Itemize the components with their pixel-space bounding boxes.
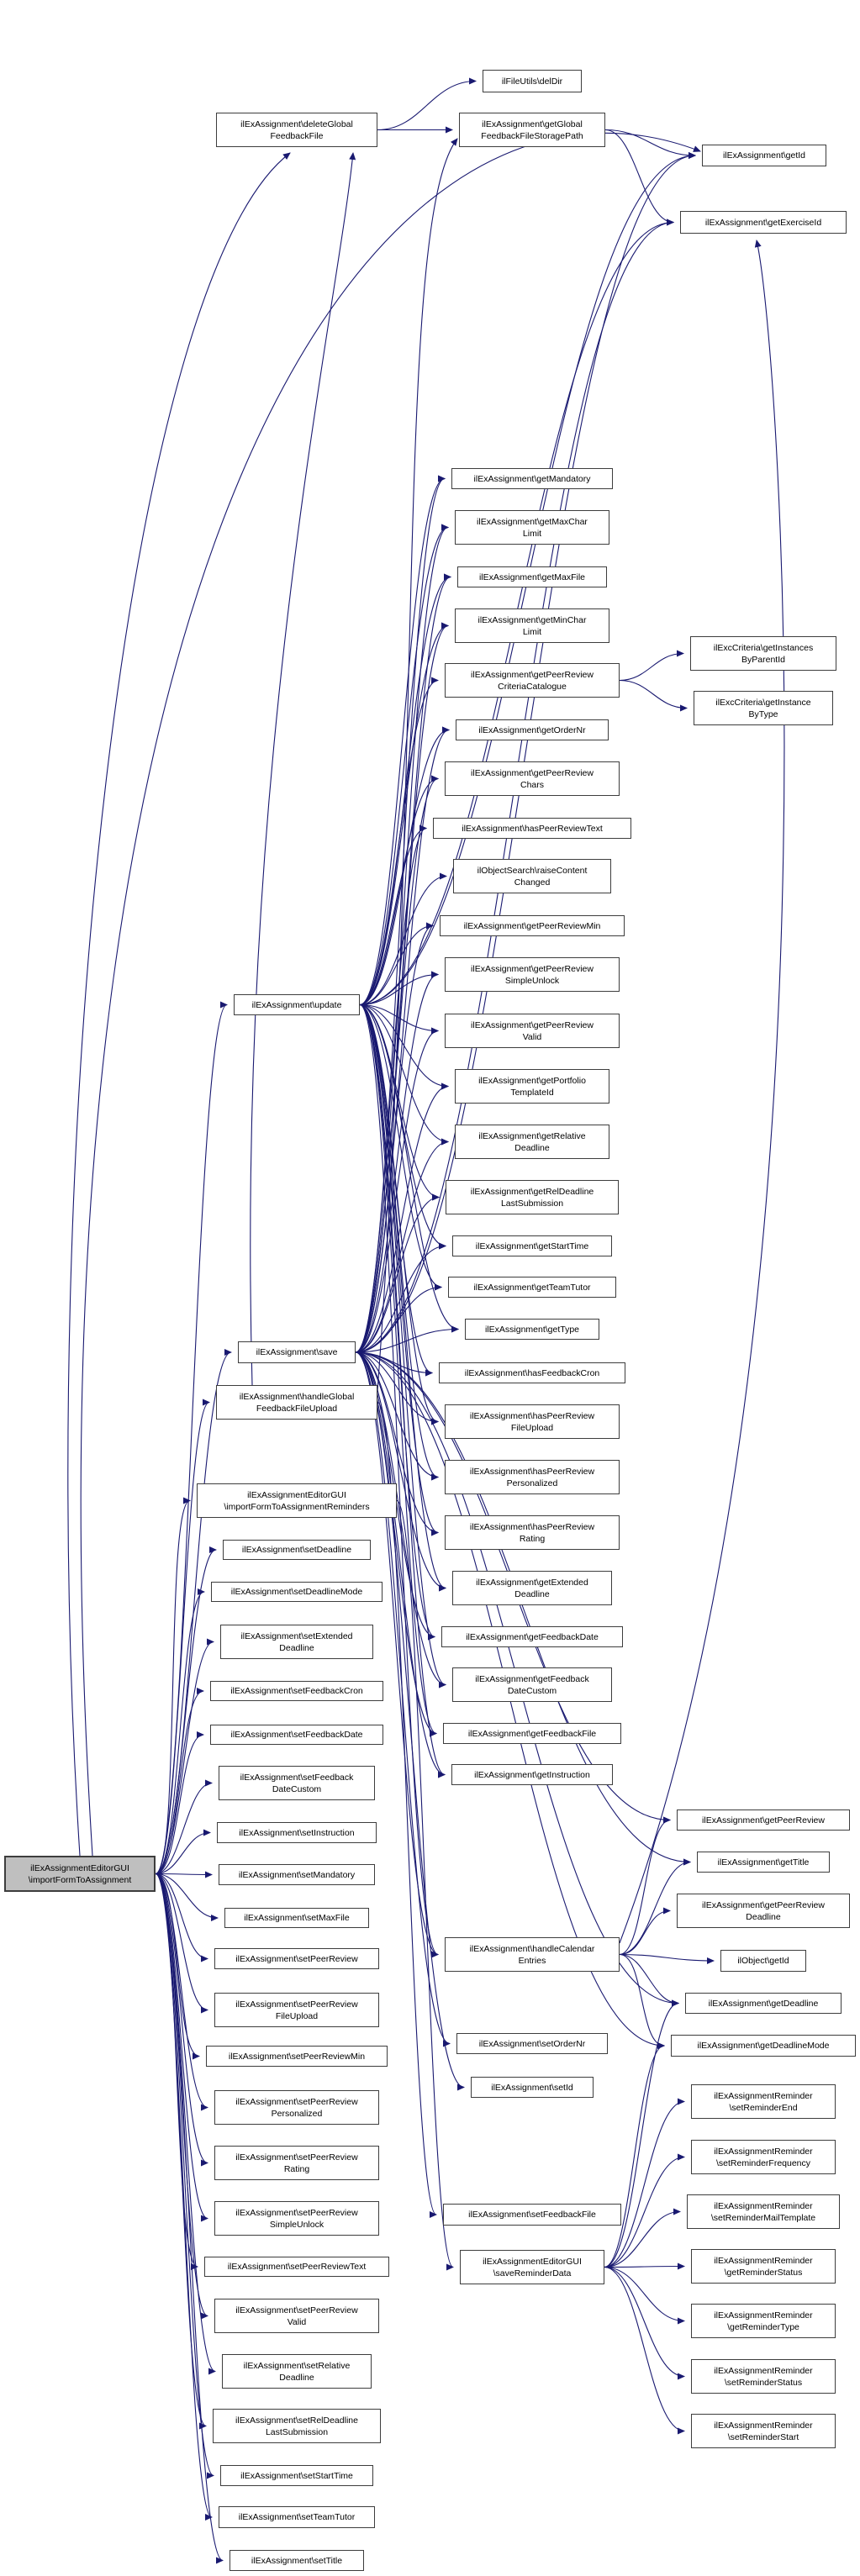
node-label: SimpleUnlock [504,975,560,986]
node-hasPeerReviewPersonalized[interactable] [445,1460,620,1494]
node-setMaxFile[interactable] [224,1908,369,1928]
node-label: ilExAssignment\setTitle [251,2555,343,2566]
node-label: FileUpload [275,2010,319,2021]
node-label: \getReminderType [727,2321,799,2332]
node-getOrderNr[interactable] [456,719,609,740]
node-label: ilExAssignment\deleteGlobal [240,119,353,129]
node-label: ilExAssignment\getFeedback [475,1673,589,1684]
node-setMandatory[interactable] [219,1864,375,1885]
node-label: \importFormToAssignmentReminders [224,1501,370,1512]
node-label: \setReminderEnd [729,2102,798,2113]
edge-saveReminderData-getReminderType [604,2268,684,2321]
node-label: ilExAssignment\handleCalendar [469,1943,595,1954]
node-setDeadlineMode[interactable] [211,1582,383,1602]
node-getFeedbackFile[interactable] [443,1723,621,1744]
edge-saveReminderData-setReminderStatus [604,2268,684,2377]
node-label: Deadline [514,1588,550,1599]
edge-root-handleGlobalFeedbackFileUpload [156,1403,209,1874]
node-label: ilExAssignment\hasPeerReview [469,1410,595,1421]
node-label: Limit [522,626,542,637]
edge-save-getPeerReviewMin [356,926,433,1353]
node-label: \setReminderFrequency [715,2157,811,2168]
node-getGlobalFeedbackFileStoragePath[interactable] [459,113,605,147]
node-getPeerReviewSimpleUnlock[interactable] [445,957,620,992]
node-label: ilExcCriteria\getInstance [715,697,811,708]
node-getFeedbackDateCustom[interactable] [452,1667,612,1702]
edge-handleCalendarEntries-getPeerReview [620,1820,670,1955]
node-setFeedbackFile[interactable] [443,2204,621,2226]
node-setReminderStatus[interactable] [691,2359,836,2394]
node-root [4,1856,156,1892]
node-getPeerReviewDeadline[interactable] [677,1894,850,1928]
node-label: ilExAssignment\getTitle [717,1857,810,1867]
node-label: ilExAssignment\setTeamTutor [238,2512,356,2522]
node-label: ilExAssignment\getOrderNr [478,724,586,735]
node-getTeamTutor[interactable] [448,1277,616,1298]
node-getId[interactable] [702,145,826,166]
node-label: ilExAssignment\hasFeedbackCron [464,1367,600,1378]
node-setDeadline[interactable] [223,1540,371,1560]
node-label: CriteriaCatalogue [498,681,567,692]
node-update[interactable] [234,994,360,1015]
node-label: ilExAssignment\setOrderNr [478,2038,586,2049]
node-label: ilExAssignment\getPortfolio [478,1075,586,1086]
node-setRelDeadlineLastSubmission[interactable] [213,2409,381,2443]
node-setReminderFrequency[interactable] [691,2140,836,2174]
node-label: Personalized [271,2108,323,2119]
node-label: ilFileUtils\delDir [501,76,563,87]
edge-saveReminderData-getDeadline [604,2004,678,2268]
edge-root-setDeadlineMode [156,1592,204,1874]
node-label: Limit [522,528,542,539]
node-label: ilExAssignment\getFeedbackFile [467,1728,597,1739]
node-getTitle[interactable] [697,1852,830,1873]
node-label: ilExAssignment\getId [722,150,806,161]
node-getExerciseId[interactable] [680,211,847,234]
node-label: ilExAssignmentReminder [714,2310,813,2321]
node-label: ilExAssignmentReminder [714,2146,813,2157]
node-getMandatory[interactable] [451,468,613,489]
node-setPeerReviewRating[interactable] [214,2146,379,2180]
node-label: Deadline [279,2372,314,2383]
node-setPeerReview[interactable] [214,1948,379,1969]
node-label: ilExAssignment\getType [484,1324,580,1335]
node-label: FeedbackFileUpload [256,1403,338,1414]
node-label: ilExAssignment\getInstruction [474,1769,590,1780]
node-label: ilExAssignment\getPeerReview [471,767,594,778]
node-getPeerReviewMin[interactable] [440,915,625,936]
node-label: ByParentId [741,654,785,665]
node-label: \setReminderStatus [724,2377,803,2388]
node-getMaxFile[interactable] [457,566,607,587]
node-getReminderType[interactable] [691,2304,836,2338]
node-setFeedbackCron[interactable] [210,1681,383,1701]
node-label: ilExAssignment\getMaxFile [478,572,586,582]
node-getPeerReviewChars[interactable] [445,761,620,796]
node-setReminderEnd[interactable] [691,2084,836,2119]
node-hasPeerReviewText[interactable] [433,818,631,839]
node-setRelativeDeadline[interactable] [222,2354,372,2389]
node-label: Deadline [279,1642,314,1653]
node-label: \importFormToAssignment [28,1874,132,1885]
edge-handleCalendarEntries-getPeerReviewDeadline [620,1911,670,1955]
edge-saveReminderData-setReminderStart [604,2268,684,2431]
node-getPeerReview[interactable] [677,1810,850,1831]
node-getDeadline[interactable] [685,1993,842,2014]
node-label: Chars [520,779,544,790]
node-label: ilExAssignmentReminder [714,2365,813,2376]
node-label: FeedbackFile [270,130,324,141]
node-label: ilExAssignment\getMaxChar [477,516,588,527]
node-handleGlobalFeedbackFileUpload[interactable] [216,1385,377,1420]
node-getStartTime[interactable] [452,1235,612,1256]
node-label: Rating [519,1533,546,1544]
node-label: ilExAssignment\getMandatory [473,473,591,484]
node-label: ilExAssignment\getDeadline [708,1998,819,2009]
node-setId[interactable] [471,2077,594,2098]
node-label: \setReminderMailTemplate [710,2212,816,2223]
node-label: ilExAssignment\setPeerReview [235,2207,358,2218]
node-label: ilExAssignment\setDeadline [241,1545,352,1555]
node-label: ilExAssignmentEditorGUI [483,2256,582,2267]
node-setStartTime[interactable] [220,2465,373,2486]
node-label: ilExAssignment\getMinChar [477,614,587,625]
edge-root-setStartTime [156,1874,214,2476]
node-label: LastSubmission [500,1198,564,1209]
node-setTeamTutor[interactable] [219,2506,375,2528]
node-label: ilExAssignment\setInstruction [239,1827,355,1838]
node-label: Valid [287,2316,307,2327]
node-raiseContentChanged[interactable] [453,859,611,893]
node-label: ilExAssignment\setFeedback [240,1772,354,1783]
node-label: ilExAssignment\setFeedbackDate [230,1730,363,1740]
node-label: ilExAssignmentReminder [714,2420,813,2431]
node-label: ilExAssignment\getExtended [476,1577,588,1588]
node-label: ilExAssignment\update [251,999,342,1010]
node-label: Personalized [506,1478,558,1488]
node-label: ilExAssignment\setPeerReviewText [227,2262,367,2272]
node-label: ilExAssignment\getPeerReview [702,1815,825,1825]
node-label: Changed [514,877,551,888]
node-getExtendedDeadline[interactable] [452,1571,612,1605]
node-getInstancesByParentId[interactable] [690,636,836,671]
node-label: Rating [283,2163,310,2174]
edge-getPeerReviewCriteriaCatalogue-getInstanceByType [620,681,687,709]
edge-handleCalendarEntries-getDeadline [620,1955,678,2004]
node-label: ilExAssignment\hasPeerReviewText [462,823,603,834]
node-hasFeedbackCron[interactable] [439,1362,625,1383]
edge-update-getPeerReviewCriteriaCatalogue [360,681,438,1005]
edge-root-setRelDeadlineLastSubmission [156,1874,206,2426]
node-label: ilExAssignment\setMandatory [238,1869,356,1880]
node-label: ilExAssignment\handleGlobal [239,1391,355,1402]
node-hasPeerReviewRating[interactable] [445,1515,620,1550]
edge-save-getMaxCharLimit [356,528,448,1353]
node-saveReminderData[interactable] [460,2250,604,2284]
node-label: ilExAssignment\setPeerReview [235,1999,358,2010]
node-label: ilExAssignment\getRelDeadline [470,1186,594,1197]
node-label: SimpleUnlock [269,2219,324,2230]
node-label: \setReminderStart [727,2431,799,2442]
node-setPeerReviewSimpleUnlock[interactable] [214,2201,379,2236]
node-label: ilExAssignment\setStartTime [240,2470,353,2481]
node-label: DateCustom [272,1783,322,1794]
node-label: ilExAssignment\setRelative [243,2360,351,2371]
node-handleCalendarEntries[interactable] [445,1937,620,1972]
node-deleteGlobalFeedbackFile[interactable] [216,113,377,147]
node-setPeerReviewFileUpload[interactable] [214,1993,379,2027]
node-label: ilExAssignment\setExtended [240,1630,353,1641]
edge-handleCalendarEntries-getExerciseId [620,240,784,1943]
node-label: ilExAssignment\setPeerReviewMin [228,2051,366,2062]
node-label: ilExAssignment\getPeerReview [471,963,594,974]
node-setReminderMailTemplate[interactable] [687,2194,840,2229]
node-label: DateCustom [507,1685,557,1696]
node-label: Entries [518,1955,546,1966]
node-label: Deadline [746,1911,781,1922]
node-label: ilExAssignment\getGlobal [482,119,583,129]
node-ilObjectGetId[interactable] [720,1950,806,1972]
node-label: ilExAssignment\getFeedbackDate [466,1631,599,1642]
edge-root-setFeedbackCron [156,1691,203,1874]
node-label: ilExAssignment\getPeerReview [471,1019,594,1030]
node-label: ilExAssignmentEditorGUI [30,1862,129,1873]
node-label: ilExAssignment\getTeamTutor [473,1282,591,1293]
edge-root-setFeedbackDate [156,1735,203,1874]
node-setInstruction[interactable] [217,1822,377,1843]
node-label: TemplateId [510,1087,554,1098]
node-getType[interactable] [465,1319,599,1340]
edge-root-setMandatory [156,1874,212,1875]
node-label: ilExAssignment\getStartTime [475,1241,589,1251]
node-save[interactable] [238,1341,356,1363]
node-setPeerReviewValid[interactable] [214,2299,379,2333]
node-getMaxCharLimit[interactable] [455,510,609,545]
edge-update-hasPeerReviewFileUpload [360,1005,438,1422]
node-label: LastSubmission [265,2426,329,2437]
node-label: \saveReminderData [493,2268,572,2278]
node-label: ilExAssignment\setPeerReview [235,2305,358,2315]
node-setOrderNr[interactable] [456,2033,608,2054]
node-label: ilExAssignment\hasPeerReview [469,1466,595,1477]
node-label: FeedbackFileStoragePath [481,130,583,141]
node-label: ilExAssignment\getPeerReviewMin [463,920,601,931]
node-label: ilExAssignment\getPeerReview [702,1899,825,1910]
node-getPeerReviewValid[interactable] [445,1014,620,1048]
node-label: Valid [522,1031,542,1042]
node-label: ilExAssignment\hasPeerReview [469,1521,595,1532]
node-label: ilExAssignment\save [256,1347,338,1357]
node-label: ilObject\getId [737,1956,789,1966]
edge-handleGlobalFeedbackFileUpload-deleteGlobalFeedbackFile [251,153,353,1385]
node-label: ilExAssignmentReminder [714,2255,813,2266]
node-label: FileUpload [510,1422,554,1433]
node-label: ilExAssignment\setDeadlineMode [230,1587,363,1597]
node-getPortfolioTemplateId[interactable] [455,1069,609,1104]
node-label: ilExAssignmentReminder [714,2090,813,2101]
edge-saveReminderData-setReminderEnd [604,2102,684,2268]
edge-saveReminderData-getDeadlineMode [604,2046,664,2268]
edge-root-setTeamTutor [156,1874,212,2518]
node-setFeedbackDate[interactable] [210,1725,383,1745]
node-label: ilExAssignment\setFeedbackCron [230,1686,363,1696]
node-label: ilExAssignment\setFeedbackFile [468,2210,596,2220]
edge-root-setRelativeDeadline [156,1874,215,2372]
node-getInstanceByType[interactable] [694,691,833,725]
node-label: ilExAssignment\getDeadlineMode [697,2041,830,2051]
node-getMinCharLimit[interactable] [455,608,609,643]
node-label: ilExcCriteria\getInstances [713,642,814,653]
node-getDeadlineMode[interactable] [671,2035,856,2057]
node-label: ByType [748,709,778,719]
node-getInstruction[interactable] [451,1764,613,1785]
edge-getGlobalFeedbackFileStoragePath-getExerciseId [605,130,673,223]
node-setReminderStart[interactable] [691,2414,836,2448]
node-importFormToAssignmentReminders[interactable] [197,1483,397,1518]
node-label: ilExAssignment\setRelDeadline [235,2415,358,2426]
node-setPeerReviewMin[interactable] [206,2046,388,2067]
node-setTitle[interactable] [230,2550,364,2571]
node-getReminderStatus[interactable] [691,2249,836,2284]
edge-getPeerReviewCriteriaCatalogue-getInstancesByParentId [620,654,683,681]
node-setExtendedDeadline[interactable] [220,1625,373,1659]
node-label: \getReminderStatus [724,2267,803,2278]
node-setPeerReviewPersonalized[interactable] [214,2090,379,2125]
edge-root-importFormToAssignmentReminders [156,1501,190,1874]
node-label: ilExAssignment\getPeerReview [471,669,594,680]
node-delDir[interactable] [483,70,582,92]
node-setFeedbackDateCustom[interactable] [219,1766,375,1800]
node-label: ilExAssignment\setPeerReview [235,2096,358,2107]
node-label: ilExAssignmentReminder [714,2200,813,2211]
node-label: ilExAssignment\setMaxFile [244,1913,350,1923]
node-getFeedbackDate[interactable] [441,1626,623,1647]
node-setPeerReviewText[interactable] [204,2257,389,2277]
node-label: ilExAssignment\setPeerReview [235,2152,358,2162]
node-getRelDeadlineLastSubmission[interactable] [446,1180,619,1214]
node-label: Deadline [514,1142,550,1153]
node-label: ilExAssignmentEditorGUI [247,1489,346,1500]
node-label: ilExAssignment\setId [491,2082,573,2093]
node-hasPeerReviewFileUpload[interactable] [445,1404,620,1439]
edge-root-setDeadline [156,1550,216,1874]
node-getRelativeDeadline[interactable] [455,1125,609,1159]
node-label: ilExAssignment\getExerciseId [704,217,822,228]
node-label: ilExAssignment\setPeerReview [235,1953,358,1964]
node-label: ilObjectSearch\raiseContent [477,865,588,876]
node-label: ilExAssignment\getRelative [478,1130,586,1141]
edge-saveReminderData-getReminderStatus [604,2267,684,2268]
node-getPeerReviewCriteriaCatalogue[interactable] [445,663,620,698]
